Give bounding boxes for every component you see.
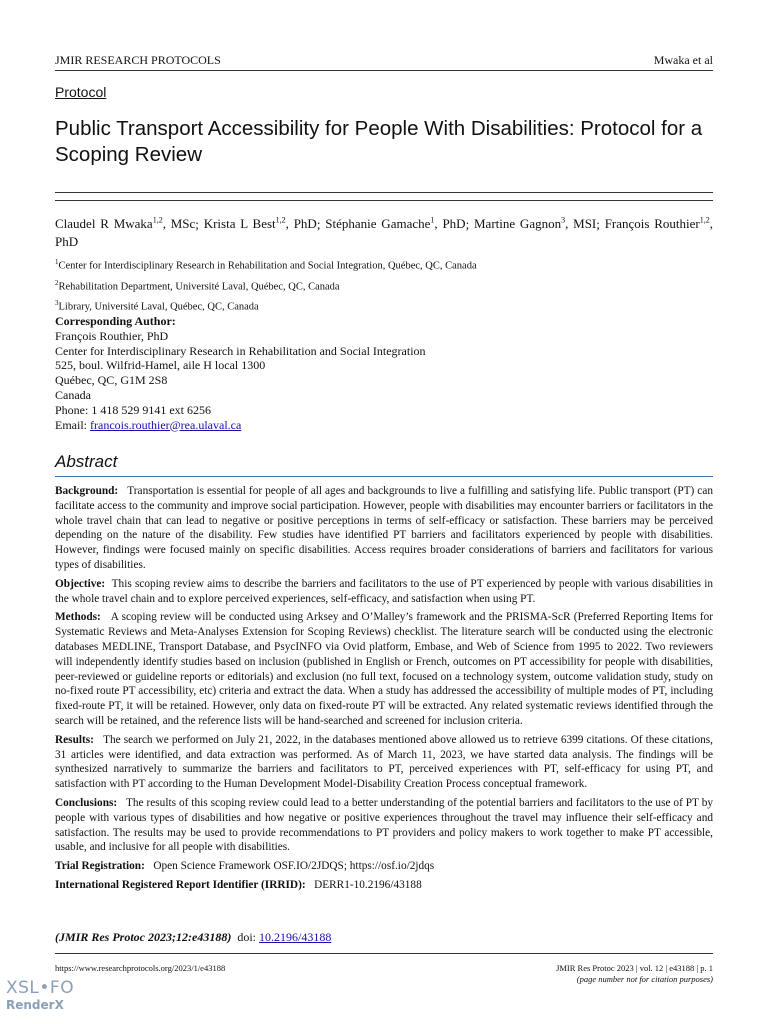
title-rule-top — [55, 192, 713, 193]
abstract-rule — [55, 476, 713, 477]
footer-right — [556, 963, 713, 985]
corr-line: François Routhier, PhD — [55, 328, 169, 343]
section-text: The search we performed on July 21, 2022, in the databases mentioned above allowed us to retrieve 6399 citations. Of these citations, 31 articles were identified, and data extraction was performed. As of March 11, 2023, we have started data analysis. The findings will be synthesized narratively to summarize the barriers and facilitators to PT, perceived experiences with PT, self-efficacy for using PT, and satisfaction with PT according to the Human Development Model-Disability Creation Process conceptual framework. — [55, 733, 713, 791]
abstract-heading: Abstract — [55, 452, 118, 471]
section-text: Open Science Framework OSF.IO/2JDQS; https://osf.io/2jdqs — [153, 860, 435, 873]
email-line — [55, 418, 713, 433]
abstract-section-objective — [55, 577, 713, 607]
author-affiliation-mark: 1,2 — [152, 216, 163, 225]
doi-link[interactable]: 10.2196/43188 — [259, 930, 332, 944]
section-label: Conclusions: — [55, 796, 118, 809]
section-label: Background: — [55, 485, 119, 497]
affiliation-text: Library, Université Laval, Québec, QC, Canada — [58, 301, 259, 313]
abstract-section-results — [55, 733, 713, 792]
author-affiliation-mark: 1,2 — [699, 216, 710, 225]
xslfo-renderx-logo — [6, 978, 74, 1012]
author — [474, 216, 596, 231]
author-degree: , PhD — [285, 216, 317, 232]
journal-name: JMIR RESEARCH PROTOCOLS — [55, 53, 221, 67]
section-text: This scoping review aims to describe the barriers and facilitators to the use of PT experienced by people with various disabilities in the whole travel chain and to explore perceived experiences, self-efficacy, and satisfaction when using PT. — [55, 577, 714, 605]
abstract-section-methods — [55, 610, 713, 728]
abstract-section-background — [55, 484, 713, 573]
author — [325, 216, 465, 231]
corr-line: Phone: 1 418 529 9141 ext 6256 — [55, 402, 211, 417]
affiliation — [55, 295, 713, 316]
author-name: Claudel R Mwaka — [55, 216, 153, 232]
author-affiliation-mark: 1 — [430, 216, 435, 225]
affiliation-list — [55, 254, 713, 316]
footer-url: https://www.researchprotocols.org/2023/1/e43188 — [55, 963, 226, 973]
citation — [55, 930, 713, 945]
author — [55, 216, 195, 231]
author-degree: , MSI — [565, 216, 597, 232]
affiliation-text: Rehabilitation Department, Université Laval, Québec, QC, Canada — [58, 281, 340, 292]
author-degree: , PhD — [55, 216, 713, 250]
section-label: Trial Registration: — [55, 860, 145, 873]
author-degree: , PhD — [434, 216, 466, 232]
corr-line: Canada — [55, 387, 91, 402]
author-degree: , MSc — [162, 216, 196, 232]
author-list: Claudel R Mwaka$^{1,2}$, MSc; Krista L Best$^{1,2}$, PhD; Stéphanie Gamache$^1$, PhD; Martine Gagnon$^3$, MSI; François Routhier$^{1,2}$, PhD — [55, 216, 713, 250]
author-name: François Routhier — [604, 216, 700, 232]
corr-line: 525, boul. Wilfrid-Hamel, aile H local 1300 — [55, 358, 266, 373]
citation-ref: (JMIR Res Protoc 2023;12:e43188) — [55, 930, 232, 944]
section-text: DERR1-10.2196/43188 — [314, 878, 422, 891]
section-text: The results of this scoping review could lead to a better understanding of the potential barriers and facilitators to the use of PT by people with various types of disabilities and how negative or positive experiences throughout the travel may influence their self-efficacy and satisfaction. The results may be used to provide recommendations to PT providers and policy makers to work together to make PT accessible, usable, and inclusive for all people with disabilities. — [55, 796, 713, 854]
affiliation — [55, 254, 713, 275]
affiliation-number: 1 — [55, 258, 59, 266]
corresponding-author — [55, 314, 713, 432]
abstract-body — [55, 484, 713, 897]
affiliation-number: 2 — [55, 278, 59, 287]
email-link[interactable]: francois.routhier@rea.ulaval.ca — [90, 417, 242, 432]
author-name: Stéphanie Gamache — [325, 216, 431, 232]
footer-rule — [55, 953, 713, 954]
author-name: Krista L Best — [203, 216, 276, 232]
title-rule-bottom — [55, 200, 713, 201]
running-authors: Mwaka et al — [653, 53, 713, 67]
logo-line2: RenderX — [6, 998, 64, 1012]
page — [55, 0, 713, 1024]
author-name: Martine Gagnon — [473, 216, 562, 232]
section-label: Results: — [55, 733, 94, 746]
author — [204, 216, 317, 231]
email-label: Email: — [55, 417, 90, 432]
article-type: Protocol — [55, 84, 107, 100]
affiliation — [55, 275, 713, 296]
section-label: Objective: — [55, 577, 106, 590]
author-affiliation-mark: 1,2 — [275, 216, 286, 225]
running-header — [55, 53, 713, 67]
section-text: A scoping review will be conducted using Arksey and O’Malley’s framework and the PRISMA-ScR (Preferred Reporting Items for Systematic Reviews and Meta-Analyses Extension for Scoping Reviews) checklist. The literature search will be conducted using the electronic databases MEDLINE, Transport Database, and PsycINFO via Ovid platform, Embase, and Web of Science from 1995 to 2022. Two reviewers will independently identify studies based on inclusion (published in English or French, outcomes on PT accessibility for people with disabilities, peer-reviewed or guideline reports or editorials) and exclusion (no full text, focused on a technology system, outcome validation study, study on no-fixed route PT accessibility, etc) criteria and extract the data. When a study has addressed the accessibility of multiple modes of PT, including fixed-route PT, it will be retained. However, only data on fixed-route PT will be extracted. Any related systematic reviews identified through the search will be retained, and the reference lists will be hand-searched and screened for inclusion criteria. — [55, 611, 713, 727]
abstract-section-irrid — [55, 878, 713, 893]
doi-label: doi: — [237, 930, 256, 944]
footer-note: (page number not for citation purposes) — [576, 974, 713, 984]
logo-line1: XSL•FO — [6, 978, 75, 998]
section-label: International Registered Report Identifier (IRRID): — [55, 878, 306, 891]
header-rule — [55, 70, 713, 71]
abstract-section-trial — [55, 859, 713, 874]
section-label: Methods: — [55, 611, 101, 624]
affiliation-number: 3 — [55, 299, 59, 307]
corresponding-label: Corresponding Author: — [55, 314, 176, 328]
footer-page-info: JMIR Res Protoc 2023 | vol. 12 | e43188 | p. 1 — [556, 963, 713, 973]
section-text: Transportation is essential for people of all ages and backgrounds to live a fulfilling and satisfying life. Public transport (PT) can facilitate access to the community and improve social participation. However, people with disabilities may encounter barriers or facilitators in the whole travel chain that can lead to negative or positive perceptions in terms of self-efficacy or satisfaction. These barriers may be perceived depending on the nature of the disability. Few studies have identified PT barriers and facilitators experienced by people with disabilities. However, findings were focused mainly on specific disabilities. Access requires broader considerations of barriers and facilitators for various types of disabilities. — [55, 485, 713, 571]
abstract-section-conclusions — [55, 796, 713, 855]
affiliation-text: Center for Interdisciplinary Research in Rehabilitation and Social Integration, Québec, QC, Canada — [58, 260, 477, 272]
article-title: Public Transport Accessibility for People With Disabilities: Protocol for a Scoping Review — [55, 117, 703, 166]
corr-line: Center for Interdisciplinary Research in Rehabilitation and Social Integration — [55, 343, 426, 358]
author-affiliation-mark: 3 — [561, 216, 566, 225]
corr-line: Québec, QC, G1M 2S8 — [55, 373, 168, 388]
